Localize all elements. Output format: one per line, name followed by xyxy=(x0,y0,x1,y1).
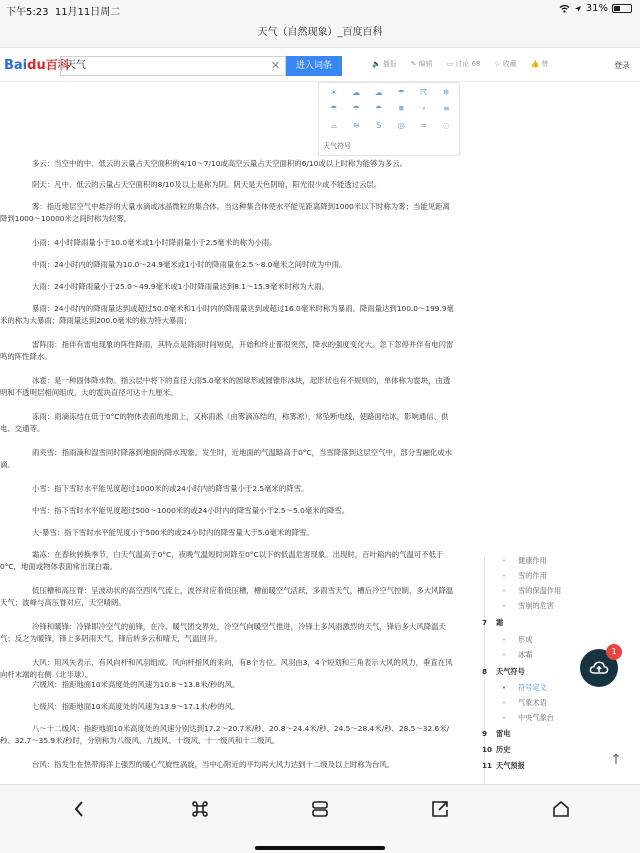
toc-label: 霜 xyxy=(496,618,504,627)
logo-du: du xyxy=(27,58,46,73)
toc-label: 天气符号 xyxy=(496,667,525,676)
toc-subsection[interactable]: • 气象术语 xyxy=(498,696,547,710)
arrow-up-icon: ↑ xyxy=(610,752,622,768)
toc-number: 7 xyxy=(482,618,488,627)
toc-subsection[interactable]: • 健康作用 xyxy=(498,554,547,568)
article-paragraph: 六级风：指距地面10米高度处的风速为10.8～13.8米/秒的风。 xyxy=(32,680,240,689)
weather-symbol-cell: ☂ xyxy=(397,88,405,97)
browser-title: 天气（自然现象）_百度百科 xyxy=(0,18,640,48)
status-time: 下午5:23 xyxy=(6,7,49,18)
status-bar xyxy=(0,0,640,18)
weather-symbol-grid xyxy=(323,85,457,133)
cloud-upload-icon xyxy=(589,660,609,676)
toc-section[interactable] xyxy=(482,665,525,679)
toc-section[interactable] xyxy=(482,759,525,773)
article-paragraph: 中雪：指下雪时水平能见度超过500～1000米的或24小时内的降雪量小于2.5～5.0毫米的降雪。 xyxy=(32,506,350,515)
weather-symbol-cell: ☂ xyxy=(330,104,338,114)
thumbs-up-icon: 👍 xyxy=(530,60,540,68)
home-button[interactable] xyxy=(547,797,575,821)
article-paragraph: 大风：用风矢表示，有风向杆和风羽组成。风向杆指风的来向，有8个方位。风羽由3，4个短划和三角表示大风的风力，垂直在风向杆末端的右侧（北半球）。 xyxy=(0,658,453,679)
weather-symbol-figure[interactable] xyxy=(318,82,460,156)
article-paragraph: 七级风：指距地面10米高度处的风速为13.9～17.1米/秒的风。 xyxy=(32,702,240,711)
search-input[interactable]: 天气 xyxy=(60,56,286,76)
article-paragraph: 冻雨：雨滴冻结在低于0°C的物体表面的地面上，又称雨淞（由雾滴冻结的，称雾淞），常坠断电线，使路面结冰，影响通信、供电、交通等。 xyxy=(0,412,449,433)
toc-subsection-active[interactable]: • 符号定义 xyxy=(498,681,547,695)
article-paragraph: 霜冻：在春秋转换季节，白天气温高于0°C，夜晚气温短时间降至0°C以下的低温危害现象。出现时，百叶箱内的气温可不低于0°C，地面或物体表面常出现白霜。 xyxy=(0,550,444,571)
article-paragraph: 雾：指近地层空气中悬浮的大量水滴或冰晶微粒的集合体。当这种集合体使水平能见距离降到1000米以下时称为雾；当能见距离降到1000～10000米之间时称为轻雾。 xyxy=(0,202,450,223)
toc-label: 天气预报 xyxy=(496,761,525,770)
toc-subsection[interactable]: • 雪崩的危害 xyxy=(498,599,554,613)
share-button[interactable] xyxy=(426,797,454,821)
toc-number: 11 xyxy=(482,761,493,770)
status-right xyxy=(559,3,632,14)
entry-toolbar xyxy=(372,59,548,69)
toc-number: 8 xyxy=(482,667,488,676)
discuss-button[interactable] xyxy=(447,59,481,69)
command-button[interactable] xyxy=(186,797,214,821)
wifi-icon xyxy=(559,4,570,13)
comment-icon: ▭ xyxy=(446,60,454,68)
toc-number: 9 xyxy=(482,729,488,738)
toc-section[interactable] xyxy=(482,743,510,757)
status-date: 11月11日周二 xyxy=(54,7,121,18)
article-paragraph: 台风：指发生在热带海洋上强烈的暖心气旋性涡旋，当中心附近的平均再大风力达到十二级及以上时称为台风。 xyxy=(32,760,395,769)
article-content xyxy=(0,82,640,784)
article-paragraph: 雨夹雪：指雨滴和湿雪同时降落到地面的降水现象。发生时，近地面的气温略高于0°C，当雪降落到这层空气中，部分雪融化成水滴。 xyxy=(0,448,453,469)
like-label: 赞 xyxy=(541,60,549,68)
favorite-button[interactable] xyxy=(494,59,516,69)
article-paragraph: 大-暴雪：指下雪时水平能见度小于500米的或24小时内的降雪量大于5.0毫米的降雪。 xyxy=(32,528,314,537)
enter-entry-button[interactable]: 进入词条 xyxy=(286,56,342,76)
weather-symbol-cell: ☁ xyxy=(374,88,383,97)
weather-symbol-cell: ❄ xyxy=(442,88,450,97)
weather-symbol-cell: ⌓ xyxy=(330,120,337,130)
toc-subsection[interactable]: • 冰霜 xyxy=(498,648,532,662)
chevron-left-icon xyxy=(73,800,85,818)
toc-subsection[interactable]: • 形成 xyxy=(498,633,532,647)
toc-subsection[interactable]: • 雪的保温作用 xyxy=(498,584,561,598)
notification-badge: 1 xyxy=(606,644,622,660)
clear-icon[interactable]: ✕ xyxy=(271,59,281,72)
logo-bai: Bai xyxy=(4,58,28,73)
location-icon xyxy=(574,5,582,13)
article-paragraph: 阴天：凡中、低云的云量占天空面积的8/10及以上是称为阴。阴天是天色阴暗，阳光很少或不能透过云层。 xyxy=(32,180,382,189)
article-paragraph: 小雪：指下雪时水平能见度超过1000米的或24小时内的降雪量小于2.5毫米的降雪。 xyxy=(32,484,309,493)
tabs-icon xyxy=(311,800,329,818)
toc-number: 10 xyxy=(482,745,493,754)
article-paragraph: 暴雨：24小时内的降雨量达到或超过50.0毫米和1小时内的降雨量达到或超过16.0毫米时称为暴雨。降雨量达到100.0～199.9毫米的称为大暴雨；降雨量达到200.0毫米的称为特大暴雨； xyxy=(0,304,454,325)
toc-section[interactable] xyxy=(482,727,510,741)
weather-symbol-cell: ☂ xyxy=(375,104,383,114)
weather-symbol-cell: ☁ xyxy=(352,88,361,97)
article-paragraph: 低压槽和高压脊：呈波动状的高空西风气流上，波谷对应着低压槽，槽前暖空气活跃，多雨雪天气，槽后冷空气控制，多大风降温天气；波峰与高压脊对应，天空晴朗。 xyxy=(0,586,454,607)
like-button[interactable] xyxy=(531,59,549,69)
play-label: 播报 xyxy=(382,60,397,68)
weather-symbol-cell: ❅ xyxy=(397,104,405,114)
command-icon xyxy=(191,800,209,818)
figure-caption: 天气符号 xyxy=(323,142,351,150)
browser-bottom-bar xyxy=(0,784,640,853)
article-paragraph: 多云：当空中的中、低云的云量占天空面积的4/10～7/10或高空云量占天空面积的6/10或以上时称为能够为多云。 xyxy=(32,159,407,168)
discuss-label: 讨论 68 xyxy=(455,60,481,68)
article-paragraph: 大雨：24小时降雨量小于25.0～49.9毫米或1小时降雨量达到8.1～15.9毫米时称为大雨。 xyxy=(32,282,329,291)
weather-symbol-cell: ◎ xyxy=(397,120,405,130)
article-paragraph: 中雨：24小时内的降雨量为10.0～24.9毫米或1小时的降雨量在2.5～8.0毫米之间时成为中雨。 xyxy=(32,260,347,269)
weather-symbol-cell: ☈ xyxy=(420,88,428,97)
speaker-icon: 🔈 xyxy=(372,60,381,68)
battery-icon xyxy=(612,4,632,13)
weather-symbol-cell: ≋ xyxy=(352,120,360,130)
site-header xyxy=(0,48,640,82)
weather-symbol-cell: ◌ xyxy=(442,120,450,130)
edit-button[interactable] xyxy=(411,59,433,69)
pencil-icon: ✎ xyxy=(410,60,417,68)
back-button[interactable] xyxy=(65,797,93,821)
weather-symbol-cell: ☀ xyxy=(330,88,338,97)
play-button[interactable] xyxy=(372,59,397,69)
battery-percent: 31% xyxy=(585,3,608,14)
toc-label: 雷电 xyxy=(496,729,511,738)
toc-section[interactable] xyxy=(482,616,503,630)
weather-symbol-cell: ∘ xyxy=(421,104,427,114)
logo-baike: 百科 xyxy=(45,58,70,72)
weather-symbol-cell: ∞ xyxy=(420,120,428,130)
article-paragraph: 冰雹：是一种固体降水物。指云层中将下的直径大雨5.0毫米的圆球形或圆锥形冰块，起形状也有不规则的，单体称为雹块，由透明和不透明层相间组成，大的雹块直径可达十九厘米。 xyxy=(0,376,451,397)
home-icon xyxy=(552,800,570,818)
star-icon: ☆ xyxy=(494,60,501,68)
toc-subsection[interactable]: • 中央气象台 xyxy=(498,711,554,725)
toc-subsection[interactable]: • 雪的作用 xyxy=(498,569,547,583)
article-paragraph: 八～十二级风：指距地面10米高度处的风速分别达到17.2～20.7米/秒、20.8～24.4米/秒、24.5～28.4米/秒、28.5～32.6米/秒、32.7～35.9米/秒时，分别称为八级风、九级风、十级风、十一级风和十二级风。 xyxy=(0,724,450,745)
login-link[interactable]: 登录 xyxy=(614,61,630,70)
weather-symbol-cell: ≡ xyxy=(442,104,450,114)
weather-symbol-cell: S xyxy=(376,120,382,130)
article-paragraph: 雷阵雨：指伴有雷电现象的阵性降雨，其特点是降雨时间短促，开始和终止都很突然，降水的强度变化大。忽下忽停并伴有电闪雷鸣的阵性降水。 xyxy=(0,340,454,361)
status-time-date xyxy=(6,3,120,18)
edit-label: 编辑 xyxy=(418,60,433,68)
share-icon xyxy=(431,800,449,818)
back-to-top-button[interactable] xyxy=(604,748,628,772)
article-paragraph: 小雨：4小时降雨量小于10.0毫米或1小时降雨量小于2.5毫米的称为小雨。 xyxy=(32,238,277,247)
toc-label: 历史 xyxy=(496,745,511,754)
favorite-label: 收藏 xyxy=(502,60,517,68)
article-paragraph: 冷锋和暖锋：冷锋即冷空气的前锋，在冷、暖气团交界处，冷空气向暖空气推进，冷锋上多风雨激烈的天气，锋后多大风降温天气；反之为暖锋，锋上多阴雨天气，锋后转多云和晴天，气温回升。 xyxy=(0,622,446,643)
weather-symbol-cell: ☂ xyxy=(352,104,360,114)
tabs-button[interactable] xyxy=(306,797,334,821)
home-indicator xyxy=(255,846,385,850)
